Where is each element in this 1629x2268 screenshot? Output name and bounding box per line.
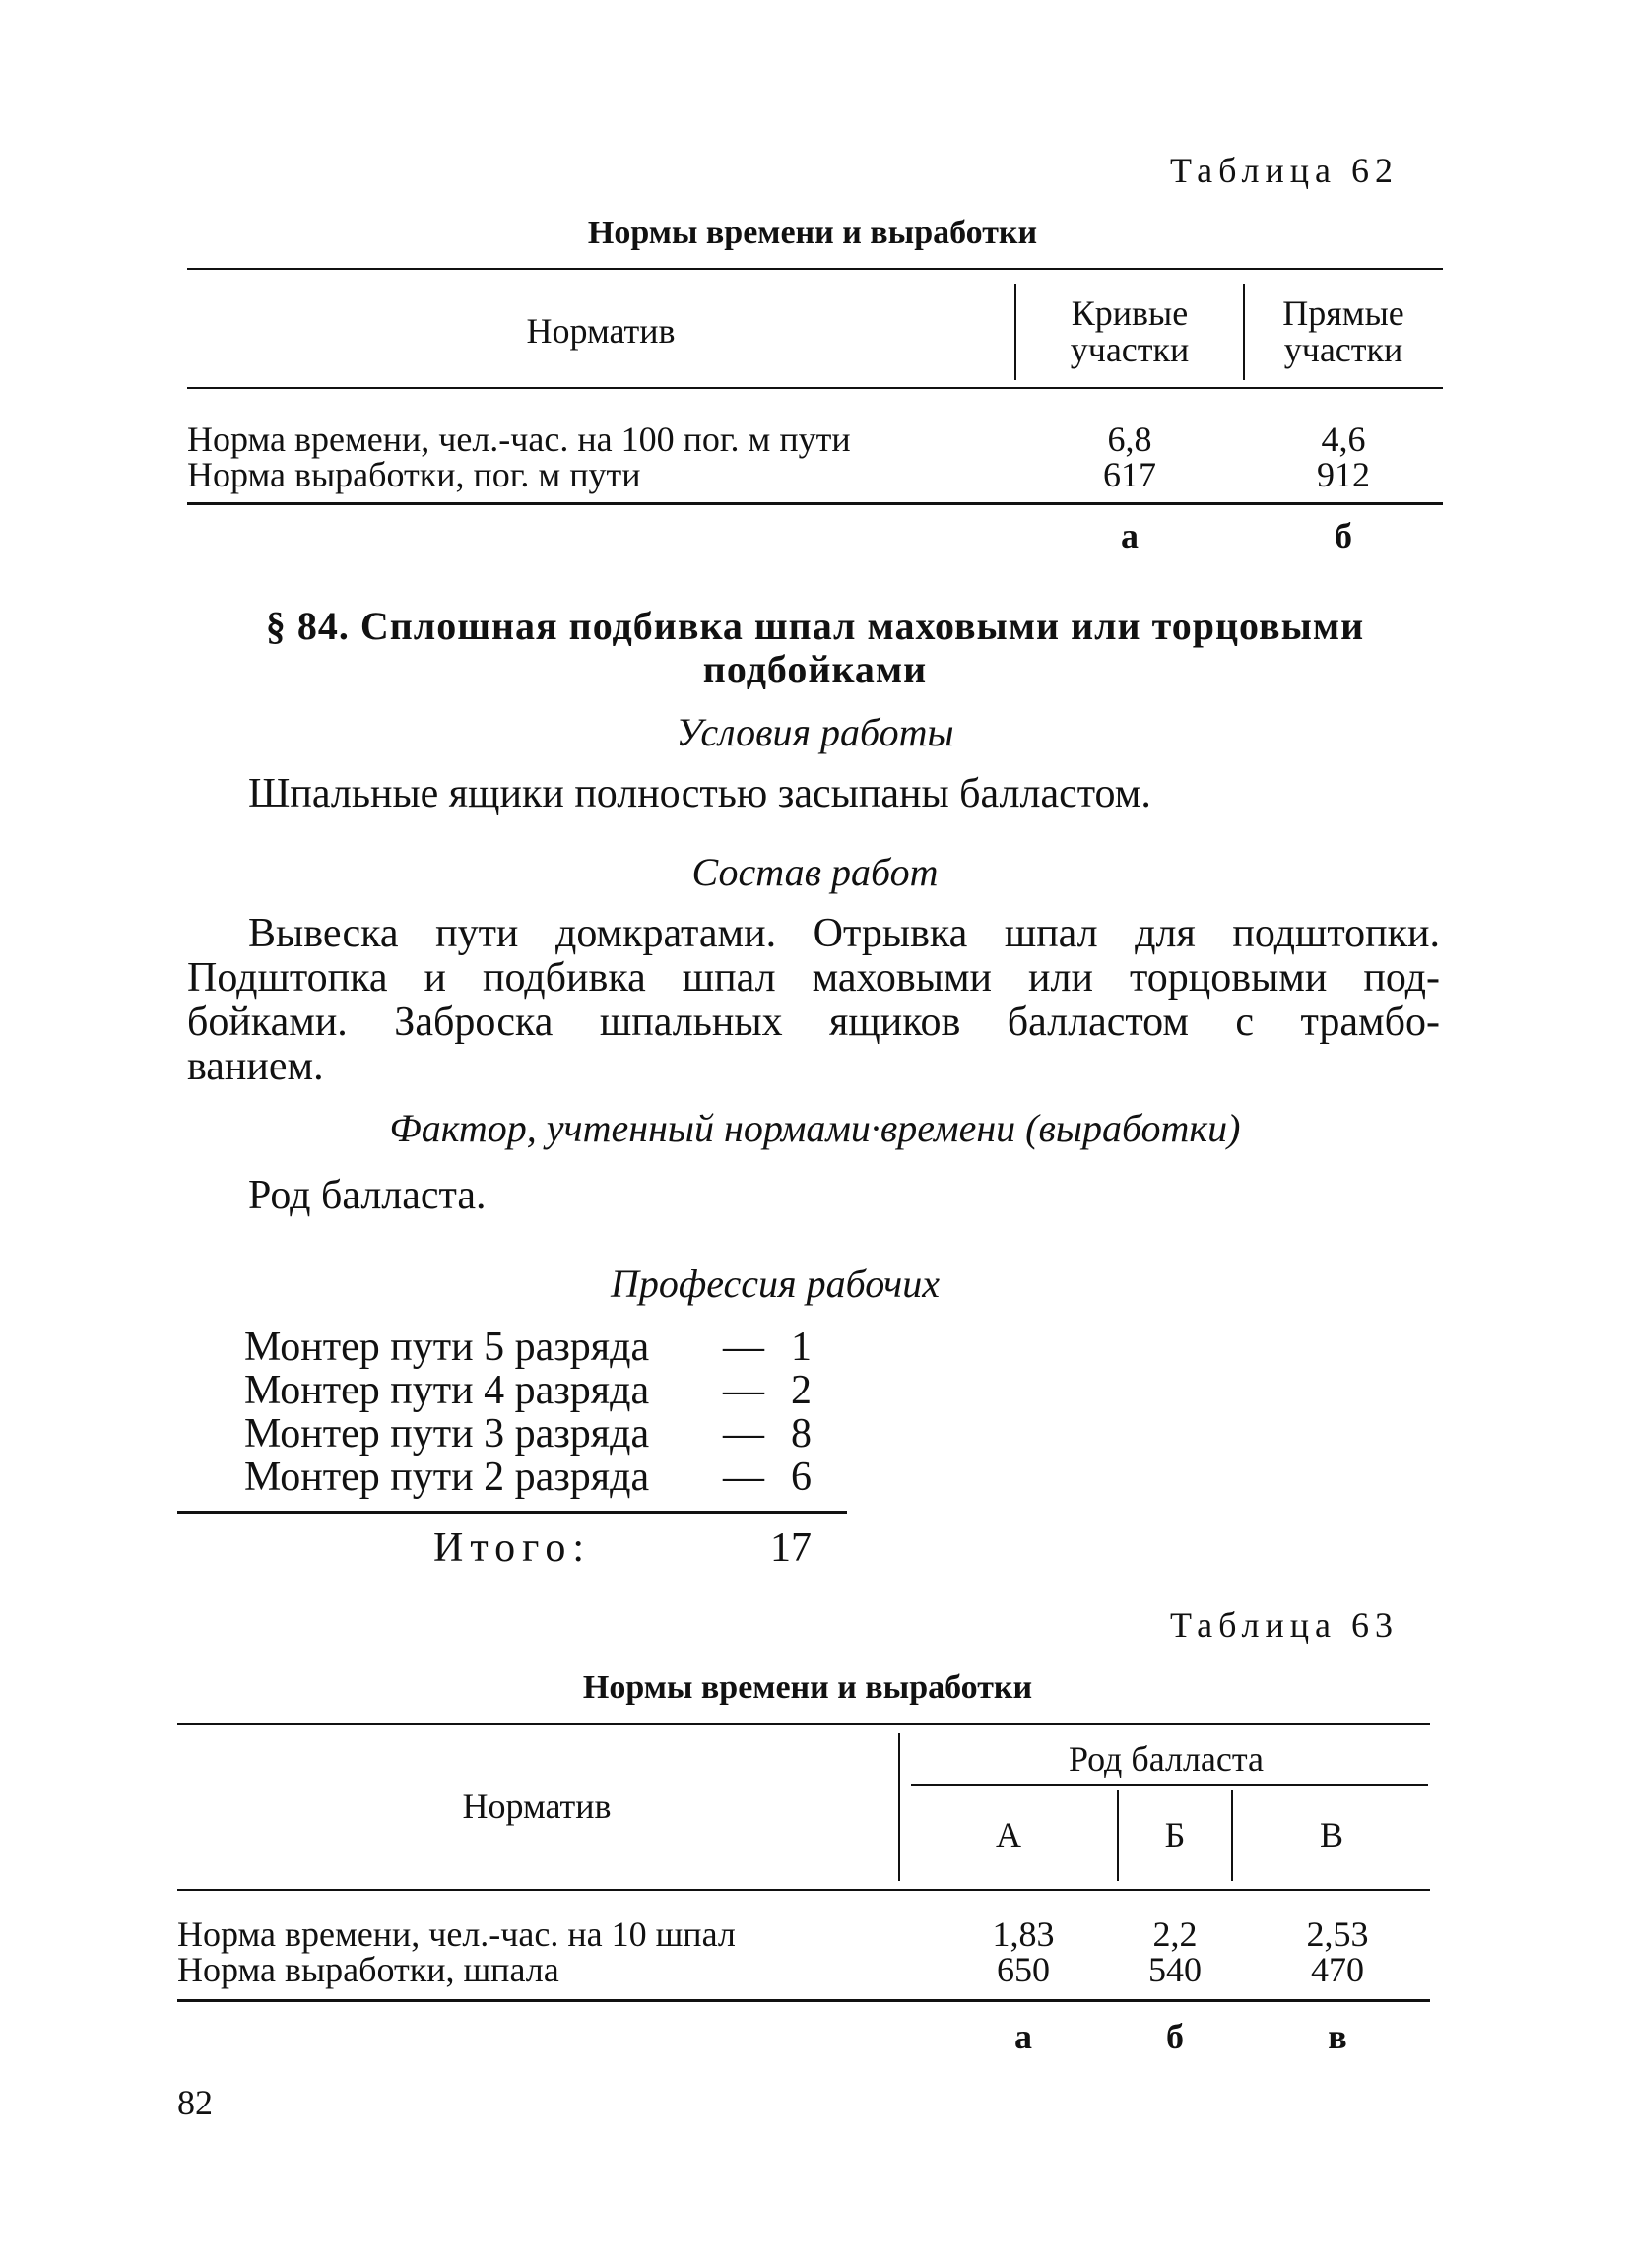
worker-row-3-label: Монтер пути 3 разряда: [244, 1411, 650, 1457]
workers-total-label: Итого:: [433, 1525, 591, 1571]
factor-title: Фактор, учтенный нормами·времени (выработки): [389, 1106, 1241, 1150]
worker-row-3-count: 8: [791, 1411, 812, 1457]
table63-header-a: А: [996, 1815, 1021, 1854]
table62-row1-label: Норма времени, чел.-час. на 100 пог. м пути: [187, 420, 851, 459]
table63-label: Таблица 63: [1170, 1605, 1399, 1645]
composition-line3: бойками. Заброска шпальных ящиков балластом с трамбо-: [187, 1000, 1440, 1045]
worker-row-2-dash: —: [723, 1368, 764, 1413]
worker-row-4-count: 6: [791, 1455, 812, 1500]
table62-row2-curves: 617: [1103, 455, 1156, 494]
table63-footer-b: б: [1166, 2017, 1184, 2056]
table62-row1-curves: 6,8: [1107, 420, 1152, 459]
table62-top-rule: [187, 268, 1443, 270]
page-number: 82: [177, 2083, 213, 2122]
table63-header-group: Род балласта: [1068, 1739, 1265, 1779]
table62-row1-straight: 4,6: [1321, 420, 1366, 459]
table62-row2-label: Норма выработки, пог. м пути: [187, 455, 641, 494]
table63-row2-b: 540: [1148, 1950, 1202, 1989]
conditions-text: Шпальные ящики полностью засыпаны балластом.: [248, 771, 1151, 816]
table63-header-group-rule: [911, 1784, 1428, 1786]
table62-header-normative: Норматив: [526, 311, 676, 351]
composition-line4: ванием.: [187, 1044, 324, 1089]
table62-header-curves-2: участки: [1070, 330, 1190, 369]
workers-title: Профессия рабочих: [611, 1262, 941, 1306]
table62-header-curves-1: Кривые: [1071, 293, 1189, 333]
worker-row-1-count: 1: [791, 1325, 812, 1370]
composition-title: Состав работ: [691, 850, 939, 894]
factor-text: Род балласта.: [248, 1173, 487, 1218]
table62-header-straight-1: Прямые: [1282, 293, 1404, 333]
table63-row1-label: Норма времени, чел.-час. на 10 шпал: [177, 1914, 736, 1954]
composition-line2: Подштопка и подбивка шпал маховыми или торцовыми под-: [187, 955, 1440, 1001]
table62-caption: Нормы времени и выработки: [587, 215, 1038, 251]
table63-row1-a: 1,83: [992, 1914, 1055, 1954]
workers-total-rule: [177, 1511, 847, 1514]
table63-header-rule: [177, 1889, 1430, 1891]
worker-row-3-dash: —: [723, 1411, 764, 1457]
table63-caption: Нормы времени и выработки: [582, 1669, 1033, 1706]
table63-row2-label: Норма выработки, шпала: [177, 1950, 559, 1989]
worker-row-4-dash: —: [723, 1455, 764, 1500]
table63-row1-b: 2,2: [1152, 1914, 1198, 1954]
conditions-title: Условия работы: [676, 710, 954, 754]
table63-row2-c: 470: [1311, 1950, 1364, 1989]
worker-row-2-label: Монтер пути 4 разряда: [244, 1368, 650, 1413]
composition-line1: Вывеска пути домкратами. Отрывка шпал для подштопки.: [248, 911, 1440, 956]
table62-header-straight-2: участки: [1283, 330, 1403, 369]
worker-row-4-label: Монтер пути 2 разряда: [244, 1455, 650, 1500]
table63-footer-c: в: [1328, 2017, 1347, 2056]
table63-row1-c: 2,53: [1306, 1914, 1369, 1954]
worker-row-2-count: 2: [791, 1368, 812, 1413]
table63-top-rule: [177, 1723, 1430, 1725]
table63-bottom-rule: [177, 1999, 1430, 2002]
worker-row-1-label: Монтер пути 5 разряда: [244, 1325, 650, 1370]
worker-row-1-dash: —: [723, 1325, 764, 1370]
table63-footer-a: а: [1014, 2017, 1032, 2056]
workers-total-value: 17: [770, 1525, 812, 1571]
table63-header-c: В: [1319, 1815, 1343, 1854]
table62-header-rule: [187, 387, 1443, 389]
section-heading-line2: подбойками: [702, 647, 928, 691]
table63-header-b: Б: [1164, 1815, 1186, 1854]
table62-footer-a: а: [1121, 516, 1139, 555]
table63-header-normative: Норматив: [462, 1786, 612, 1826]
table62-row2-straight: 912: [1317, 455, 1370, 494]
table63-row2-a: 650: [997, 1950, 1050, 1989]
table62-footer-b: б: [1335, 516, 1352, 555]
table62-bottom-rule: [187, 502, 1443, 505]
section-heading-line1: § 84. Сплошная подбивка шпал маховыми или торцовыми: [265, 604, 1365, 648]
table62-label: Таблица 62: [1170, 151, 1399, 190]
